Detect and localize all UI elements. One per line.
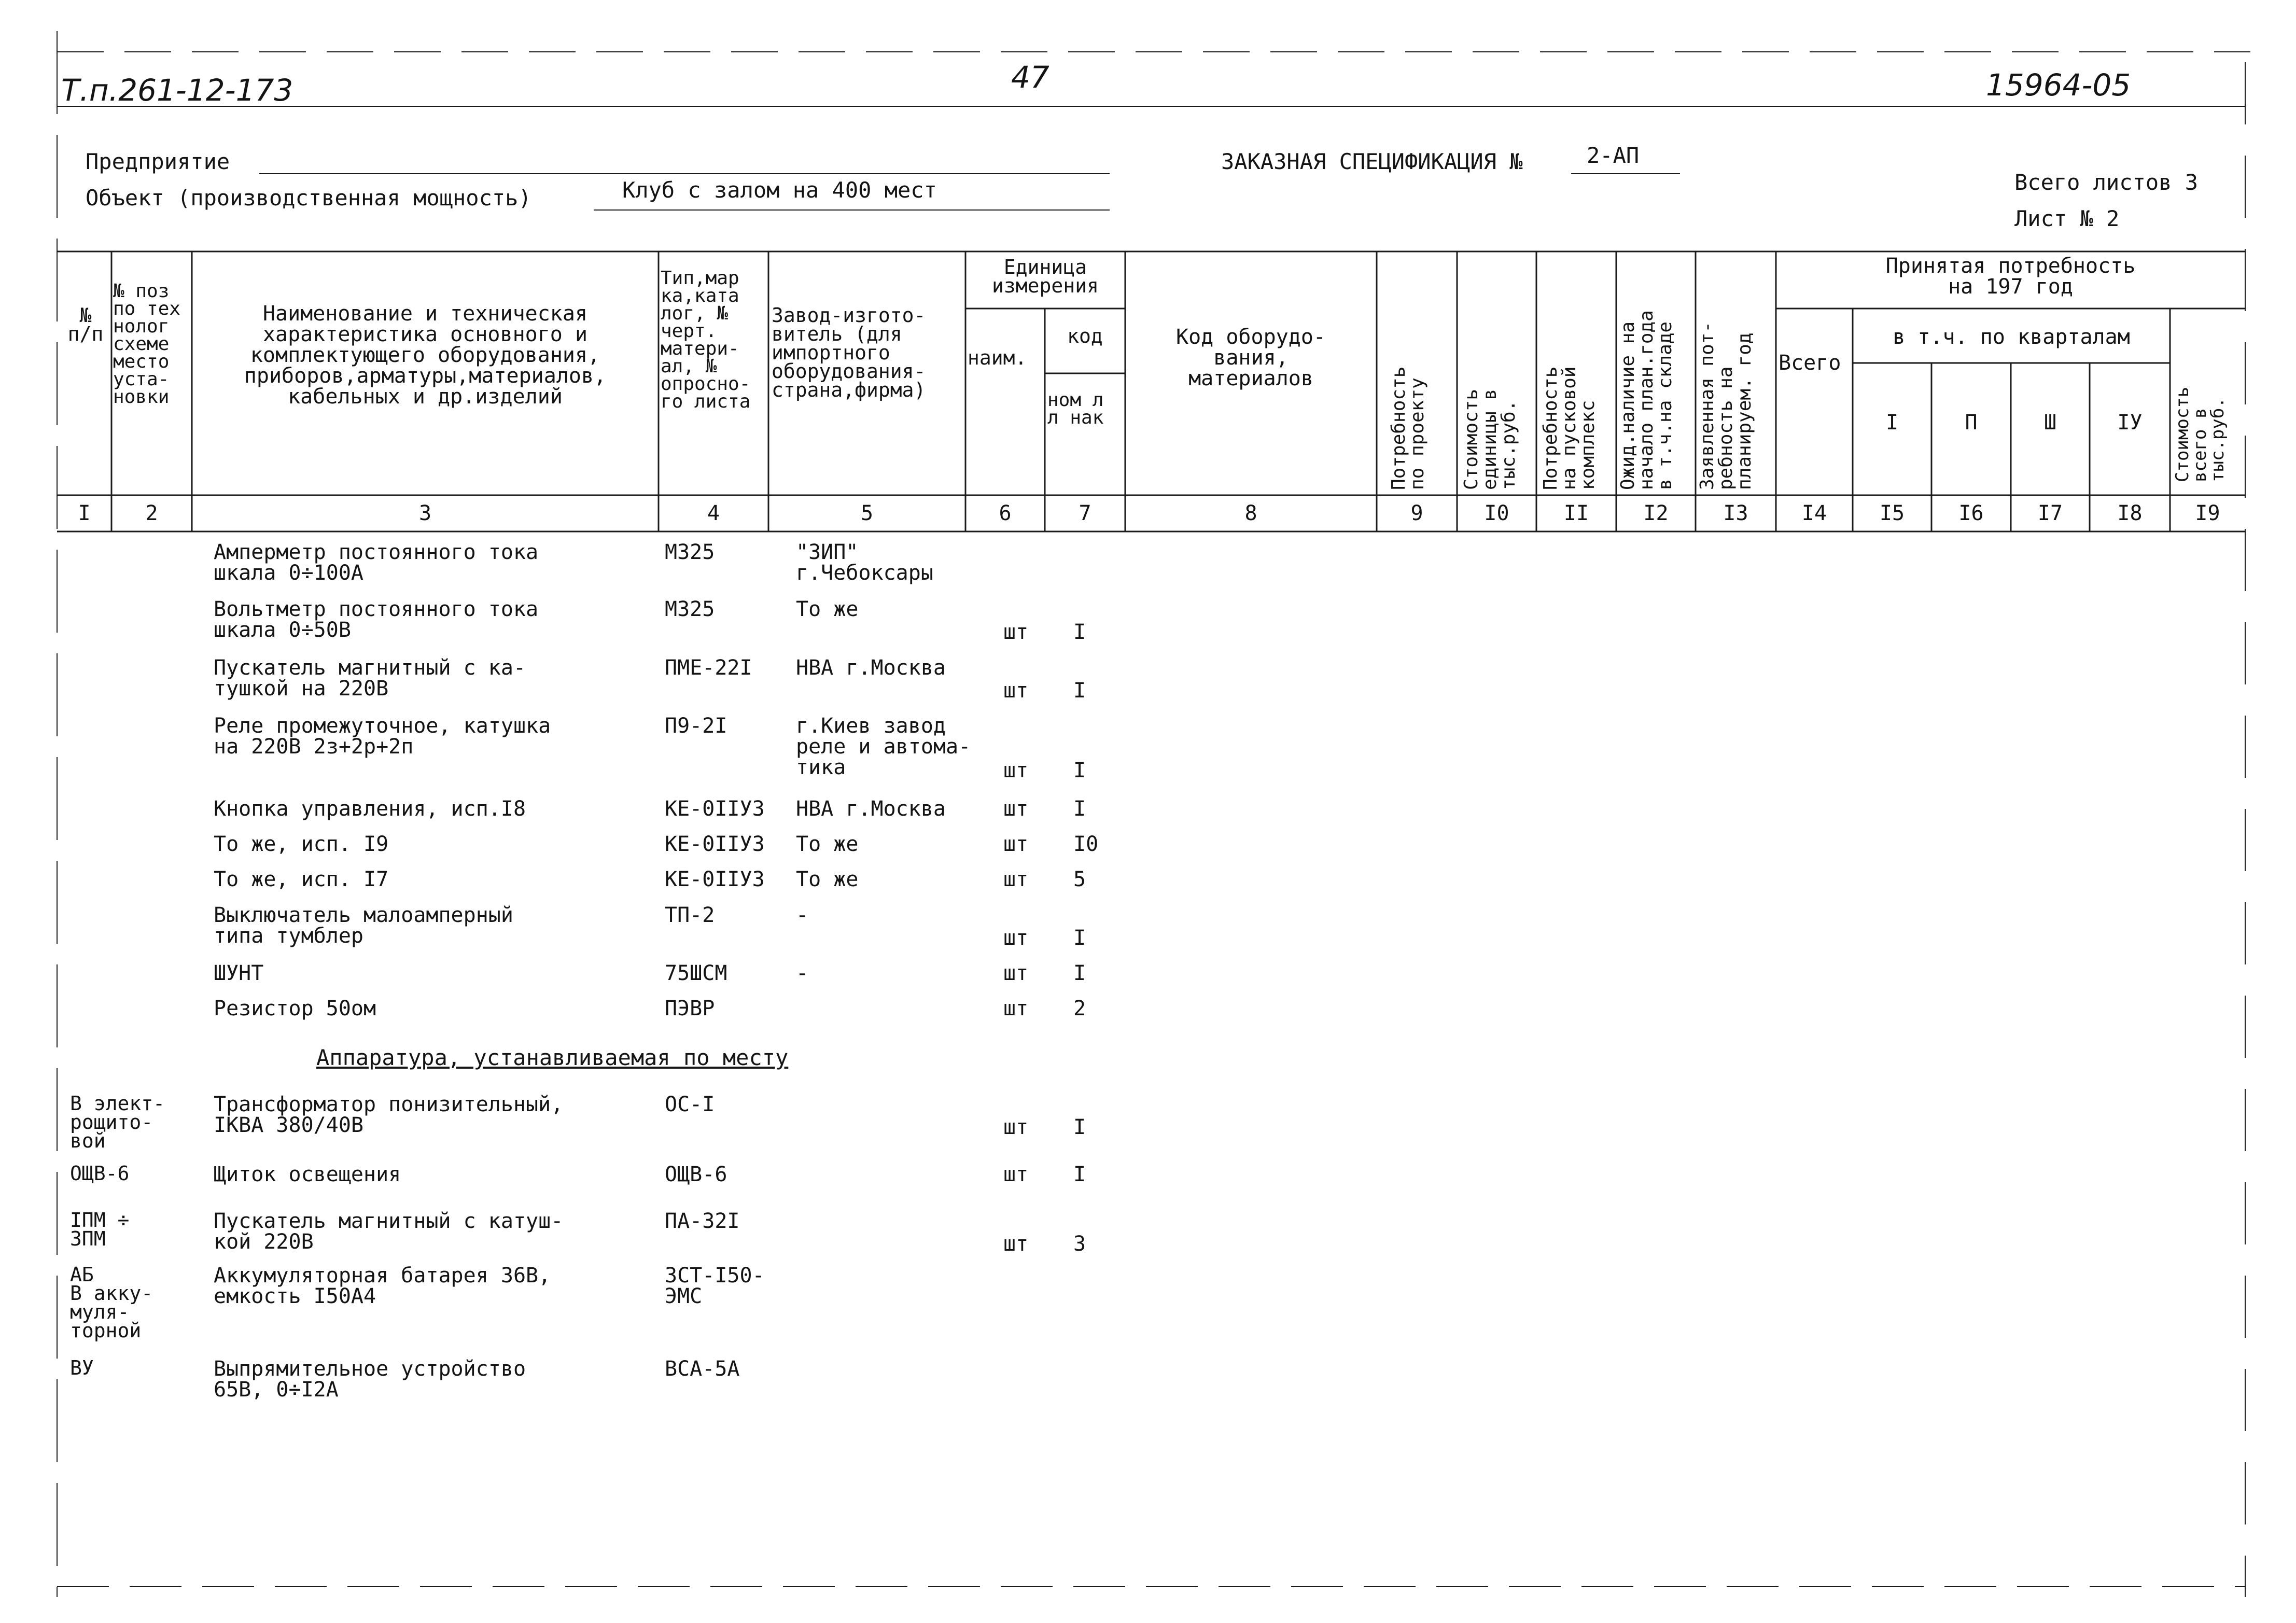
accepted-group-header: Принятая потребность на 197 год: [1885, 254, 2136, 299]
col-13-header: Заявленная пот- ребность на планируем. год: [1697, 321, 1755, 490]
column-number: 6: [999, 501, 1012, 525]
row-position: АБ В акку- муля- торной: [70, 1263, 153, 1342]
col-6-header: наим.: [968, 346, 1027, 369]
column-number: I7: [2037, 501, 2063, 525]
col-2-header: № поз по тех нолог схеме место уста- новки: [113, 281, 181, 408]
page-number: 47: [1011, 60, 1049, 95]
row-unit: шт: [1003, 1232, 1029, 1256]
row-unit: шт: [1003, 832, 1029, 856]
column-number: I3: [1723, 501, 1748, 525]
row-quantity: I: [1073, 759, 1086, 782]
row-type: ПМЕ-22I: [665, 656, 752, 680]
row-name: Вольтметр постоянного тока шкала 0÷50В: [214, 597, 539, 642]
row-maker: -: [796, 903, 809, 927]
row-type: М325: [665, 540, 715, 564]
col-11-header: Потребность на пусковой комплекс: [1540, 366, 1599, 490]
spec-number: 2-АП: [1587, 143, 1640, 168]
column-number: I9: [2195, 501, 2220, 525]
row-position: ВУ: [70, 1356, 94, 1379]
column-number: I8: [2117, 501, 2143, 525]
row-type: ОС-I: [665, 1093, 715, 1116]
row-name: Аккумуляторная батарея 36В, емкость I50А4: [214, 1264, 551, 1308]
row-position: В элект- рощито- вой: [70, 1092, 165, 1152]
row-unit: шт: [1003, 1115, 1029, 1139]
row-maker: То же: [796, 597, 859, 621]
row-maker: То же: [796, 868, 859, 891]
row-quantity: I: [1073, 1163, 1086, 1186]
row-maker: НВА г.Москва: [796, 656, 946, 680]
row-type: ПЭВР: [665, 997, 715, 1020]
row-quantity: I: [1073, 679, 1086, 703]
section-heading: Аппаратура, устанавливаемая по месту: [316, 1045, 789, 1070]
row-maker: г.Киев завод реле и автома- тика: [796, 714, 971, 779]
column-number: I2: [1643, 501, 1669, 525]
column-number: 7: [1079, 501, 1091, 525]
row-quantity: I: [1073, 926, 1086, 950]
col-19-header: Стоимость всего в тыс.руб.: [2172, 386, 2228, 482]
row-type: 3СТ-I50- ЭМС: [665, 1264, 765, 1308]
row-name: То же, исп. I7: [214, 868, 389, 891]
row-unit: шт: [1003, 797, 1029, 821]
col-14-header: Всего: [1779, 351, 1841, 375]
row-unit: шт: [1003, 1163, 1029, 1186]
row-quantity: I: [1073, 797, 1086, 821]
column-number: I5: [1879, 501, 1905, 525]
row-unit: шт: [1003, 926, 1029, 950]
col-1-header: № п/п: [67, 304, 104, 345]
col-16-header: П: [1965, 411, 1978, 435]
column-number: 9: [1410, 501, 1423, 525]
sheets-total: Всего листов 3: [2014, 170, 2199, 195]
doc-code-stamp: Т.п.261-12-173: [61, 73, 293, 108]
col-15-header: I: [1885, 411, 1899, 435]
row-type: 75ШСМ: [665, 961, 727, 985]
row-position: IПМ ÷ 3ПМ: [70, 1209, 130, 1250]
column-number: 8: [1244, 501, 1257, 525]
row-unit: шт: [1003, 759, 1029, 782]
column-number: 2: [145, 501, 158, 525]
row-type: ОЩВ-6: [665, 1163, 727, 1186]
row-name: Амперметр постоянного тока шкала 0÷100А: [214, 540, 539, 585]
row-type: ПА-32I: [665, 1209, 740, 1233]
column-number: 4: [707, 501, 720, 525]
col-5-header: Завод-изгото- витель (для импортного оборудования- страна,фирма): [772, 304, 926, 401]
row-type: КЕ-0IIУ3: [665, 832, 765, 856]
row-name: Щиток освещения: [214, 1163, 401, 1186]
row-name: Резистор 50ом: [214, 997, 376, 1020]
row-name: То же, исп. I9: [214, 832, 389, 856]
unit-group-header: Единица измерения: [992, 256, 1099, 297]
column-number: II: [1563, 501, 1589, 525]
column-number: I6: [1958, 501, 1984, 525]
col-4-header: Тип,мар ка,ката лог, № черт. матери- ал, № опросно- го листа: [661, 268, 751, 412]
object-label: Объект (производственная мощность): [86, 185, 531, 211]
row-type: М325: [665, 597, 715, 621]
row-name: Пускатель магнитный с ка- тушкой на 220В: [214, 656, 526, 701]
row-quantity: I0: [1073, 832, 1099, 856]
column-number: I4: [1801, 501, 1827, 525]
row-quantity: 2: [1073, 997, 1086, 1020]
col-7-header-top: код: [1067, 325, 1103, 347]
column-number: 5: [860, 501, 874, 525]
row-quantity: I: [1073, 961, 1086, 985]
row-name: ШУНТ: [214, 961, 264, 985]
inventory-number: 15964-05: [1986, 67, 2131, 103]
row-maker: -: [796, 961, 809, 985]
column-number: I: [78, 501, 91, 525]
row-name: Пускатель магнитный с катуш- кой 220В: [214, 1209, 564, 1254]
col-18-header: IУ: [2117, 411, 2143, 435]
spec-label: ЗАКАЗНАЯ СПЕЦИФИКАЦИЯ №: [1221, 149, 1523, 174]
row-name: Выключатель малоамперный типа тумблер: [214, 903, 513, 948]
row-maker: То же: [796, 832, 859, 856]
col-7-header-bottom: ном л л нак: [1047, 389, 1104, 428]
column-number: I0: [1484, 501, 1509, 525]
row-type: П9-2I: [665, 714, 727, 738]
col-10-header: Стоимость единицы в тыс.руб.: [1461, 388, 1519, 490]
row-type: КЕ-0IIУ3: [665, 797, 765, 821]
row-type: КЕ-0IIУ3: [665, 868, 765, 891]
row-quantity: 5: [1073, 868, 1086, 891]
row-position: ОЩВ-6: [70, 1162, 130, 1185]
row-type: ТП-2: [665, 903, 715, 927]
row-unit: шт: [1003, 997, 1029, 1020]
col-3-header: Наименование и техническая характеристика основного и комплектующего оборудования, приборов,арматуры,материалов, кабельных и др.изделий: [244, 302, 607, 409]
row-unit: шт: [1003, 868, 1029, 891]
row-unit: шт: [1003, 679, 1029, 703]
row-name: Кнопка управления, исп.I8: [214, 797, 526, 821]
quarters-group-header: в т.ч. по кварталам: [1893, 325, 2130, 349]
row-unit: шт: [1003, 961, 1029, 985]
row-name: Трансформатор понизительный, IКВА 380/40В: [214, 1093, 564, 1137]
col-9-header: Потребность по проекту: [1388, 366, 1428, 490]
row-name: Выпрямительное устройство 65В, 0÷I2А: [214, 1357, 526, 1402]
row-name: Реле промежуточное, катушка на 220В 2з+2р+2п: [214, 714, 551, 759]
row-maker: НВА г.Москва: [796, 797, 946, 821]
col-17-header: Ш: [2043, 411, 2057, 435]
column-number: 3: [418, 501, 432, 525]
row-maker: "ЗИП" г.Чебоксары: [796, 540, 933, 585]
col-8-header: Код оборудо- вания, материалов: [1176, 325, 1326, 390]
row-quantity: 3: [1073, 1232, 1086, 1256]
enterprise-label: Предприятие: [86, 149, 230, 174]
row-type: ВСА-5А: [665, 1357, 740, 1381]
row-quantity: I: [1073, 620, 1086, 644]
object-value: Клуб с залом на 400 мест: [622, 177, 937, 203]
sheet-number: Лист № 2: [2014, 206, 2120, 231]
row-quantity: I: [1073, 1115, 1086, 1139]
row-unit: шт: [1003, 620, 1029, 644]
col-12-header: Ожид.наличие на начало план.года в т.ч.на складе: [1617, 310, 1676, 490]
